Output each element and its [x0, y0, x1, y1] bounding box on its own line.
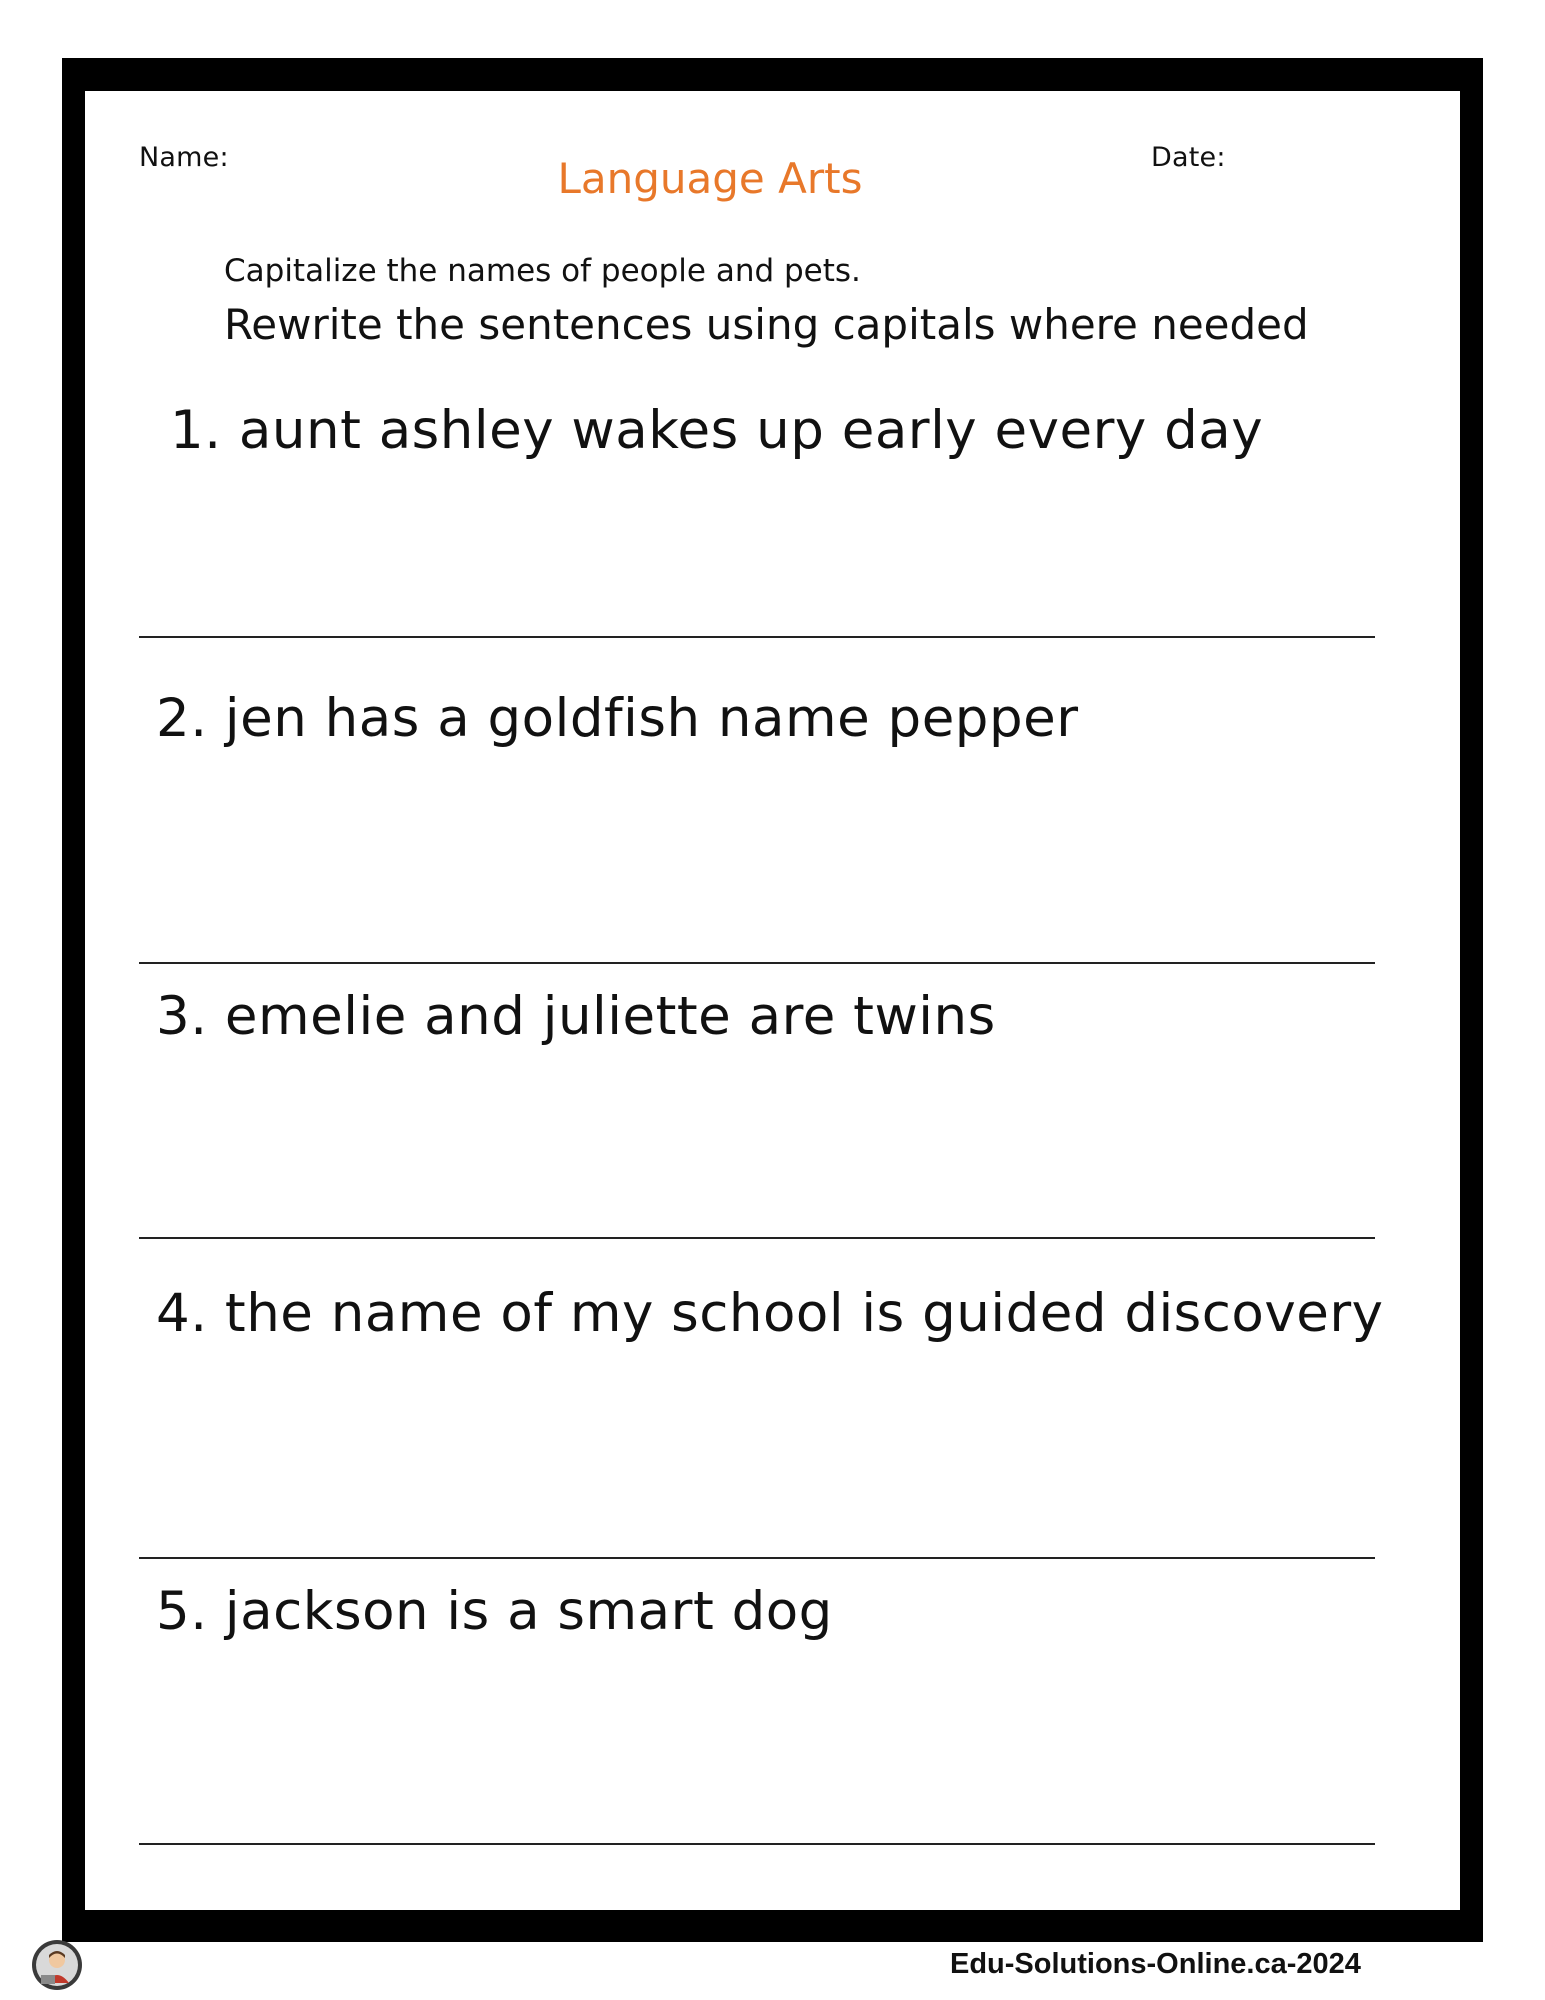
worksheet-title: Language Arts: [557, 154, 863, 203]
name-label: Name:: [139, 142, 229, 173]
teacher-avatar-icon: [31, 1939, 83, 1991]
answer-line-5: [139, 1843, 1375, 1845]
question-2: 2. jen has a goldfish name pepper: [156, 688, 1079, 749]
question-4: 4. the name of my school is guided discovery: [156, 1283, 1384, 1344]
answer-line-3: [139, 1237, 1375, 1239]
date-label: Date:: [1151, 142, 1226, 173]
answer-line-1: [139, 636, 1375, 638]
footer-credit: Edu-Solutions-Online.ca-2024: [950, 1948, 1361, 1980]
instruction-line-2: Rewrite the sentences using capitals where needed: [224, 300, 1309, 349]
answer-line-4: [139, 1557, 1375, 1559]
question-1: 1. aunt ashley wakes up early every day: [170, 400, 1264, 461]
question-5: 5. jackson is a smart dog: [156, 1581, 833, 1642]
answer-line-2: [139, 962, 1375, 964]
instruction-line-1: Capitalize the names of people and pets.: [224, 253, 861, 289]
question-3: 3. emelie and juliette are twins: [156, 986, 996, 1047]
